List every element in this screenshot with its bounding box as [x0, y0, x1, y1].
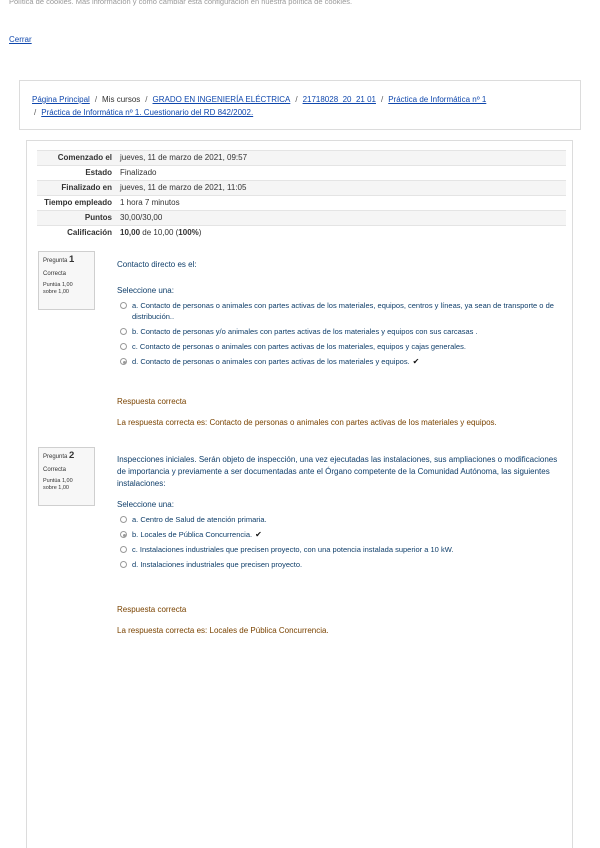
summary-label: Estado: [37, 166, 117, 181]
attempt-summary-table: [37, 150, 566, 240]
radio-button[interactable]: [120, 561, 127, 568]
question-number: 2: [69, 450, 75, 461]
breadcrumb-degree[interactable]: GRADO EN INGENIERÍA ELÉCTRICA: [152, 95, 291, 104]
summary-value: [117, 226, 566, 241]
breadcrumb-practice[interactable]: Práctica de Informática nº 1: [388, 95, 487, 104]
summary-value: 1 hora 7 minutos: [117, 196, 566, 211]
breadcrumb-separator: /: [145, 95, 148, 104]
option-label: a. Contacto de personas o animales con partes activas de los materiales, equipos, centros y líneas, ya sean de transporte o de distribución..: [132, 301, 554, 321]
summary-label: Tiempo empleado: [37, 196, 117, 211]
breadcrumb-separator: /: [295, 95, 298, 104]
grade-score: 10,00: [120, 228, 141, 237]
close-notice-link[interactable]: Cerrar: [9, 35, 32, 44]
radio-button[interactable]: [120, 302, 127, 309]
feedback-state: Respuesta correcta: [117, 397, 187, 406]
question-grade: [43, 478, 90, 492]
answer-prompt: Seleccione una:: [117, 286, 174, 295]
question-prefix: Pregunta: [43, 258, 68, 264]
question-grade-line-1: Puntúa 1,00: [43, 282, 73, 288]
breadcrumb-line-2: [32, 106, 568, 119]
summary-label: Calificación: [37, 226, 117, 241]
answer-prompt: Seleccione una:: [117, 500, 174, 509]
breadcrumb-line-1: [32, 93, 568, 106]
breadcrumb-separator: /: [380, 95, 384, 104]
grade-close: ): [198, 228, 202, 237]
breadcrumb-separator: /: [94, 95, 98, 104]
question-2-content: [117, 454, 563, 570]
summary-row-finished: [37, 181, 566, 196]
summary-value: 30,00/30,00: [117, 211, 566, 226]
radio-button[interactable]: [120, 343, 127, 350]
question-1-content: [117, 259, 563, 367]
option-label: a. Centro de Salud de atención primaria.: [132, 515, 267, 524]
question-grade-line-2: sobre 1,00: [43, 289, 69, 295]
option-label: c. Contacto de personas o animales con partes activas de los materiales, equipos y cajas generales.: [132, 342, 466, 351]
summary-row-grade: [37, 226, 566, 241]
question-number: 1: [69, 254, 75, 265]
summary-value: jueves, 11 de marzo de 2021, 11:05: [117, 181, 566, 196]
check-icon: ✔: [255, 530, 262, 539]
right-answer: La respuesta correcta es: Locales de Pública Concurrencia.: [117, 626, 329, 635]
grade-percent: 100%: [178, 228, 199, 237]
question-1-info: [38, 251, 95, 310]
breadcrumb-home[interactable]: Página Principal: [32, 95, 90, 104]
radio-button[interactable]: [120, 546, 127, 553]
option-label: d. Contacto de personas o animales con partes activas de los materiales y equipos.: [132, 357, 410, 366]
summary-label: Comenzado el: [37, 151, 117, 166]
answer-option-a[interactable]: [117, 300, 563, 322]
breadcrumb-my-courses: Mis cursos: [102, 95, 141, 104]
question-text: Contacto directo es el:: [117, 260, 197, 269]
question-state: Correcta: [43, 271, 67, 277]
question-state: Correcta: [43, 467, 67, 473]
answer-option-b[interactable]: [117, 529, 563, 540]
grade-of: de 10,00 (: [142, 228, 179, 237]
answer-options: [117, 514, 563, 570]
answer-option-c[interactable]: [117, 544, 563, 555]
option-label: d. Instalaciones industriales que precisen proyecto.: [132, 560, 303, 569]
summary-row-started: [37, 151, 566, 166]
breadcrumb-course[interactable]: 21718028_20_21 01: [302, 95, 376, 104]
breadcrumb-separator: /: [34, 108, 37, 117]
question-2-info: [38, 447, 95, 506]
radio-button[interactable]: [120, 328, 127, 335]
cookie-notice-text: Política de cookies. Más información y cómo cambiar esta configuración en nuestra política de cookies.: [9, 0, 353, 6]
answer-option-d[interactable]: [117, 559, 563, 570]
summary-row-state: [37, 166, 566, 181]
question-text: Inspecciones iniciales. Serán objeto de inspección, una vez ejecutadas las instalaciones, sus ampliaciones o modificaciones de importancia y previamente a ser documentadas ante el Órgano competente de la Comunidad Autónoma, las siguientes instalaciones:: [117, 455, 558, 488]
summary-value: Finalizado: [117, 166, 566, 181]
answer-option-d[interactable]: [117, 356, 563, 367]
answer-option-c[interactable]: [117, 341, 563, 352]
breadcrumb: [19, 80, 581, 130]
quiz-review-region: [26, 140, 573, 848]
question-2-feedback: [117, 604, 563, 636]
summary-value: jueves, 11 de marzo de 2021, 09:57: [117, 151, 566, 166]
question-grade-line-1: Puntúa 1,00: [43, 478, 73, 484]
summary-label: Finalizado en: [37, 181, 117, 196]
question-grade-line-2: sobre 1,00: [43, 485, 69, 491]
radio-button-checked[interactable]: [120, 531, 127, 538]
question-1-feedback: [117, 396, 563, 428]
option-label: b. Contacto de personas y/o animales con partes activas de los materiales y equipos con sus carcasas .: [132, 327, 478, 336]
right-answer: La respuesta correcta es: Contacto de personas o animales con partes activas de los materiales y equipos.: [117, 418, 497, 427]
option-label: b. Locales de Pública Concurrencia.: [132, 530, 253, 539]
question-prefix: Pregunta: [43, 454, 68, 460]
summary-label: Puntos: [37, 211, 117, 226]
question-grade: [43, 282, 90, 296]
breadcrumb-quiz[interactable]: Práctica de Informática nº 1. Cuestionario del RD 842/2002.: [41, 108, 254, 117]
check-icon: ✔: [412, 357, 420, 366]
summary-row-points: [37, 211, 566, 226]
option-label: c. Instalaciones industriales que precisen proyecto, con una potencia instalada superior a 10 kW.: [132, 545, 454, 554]
feedback-state: Respuesta correcta: [117, 605, 187, 614]
summary-row-time-taken: [37, 196, 566, 211]
answer-options: [117, 300, 563, 367]
answer-option-a[interactable]: [117, 514, 563, 525]
radio-button-checked[interactable]: [120, 358, 127, 365]
radio-button[interactable]: [120, 516, 127, 523]
answer-option-b[interactable]: [117, 326, 563, 337]
